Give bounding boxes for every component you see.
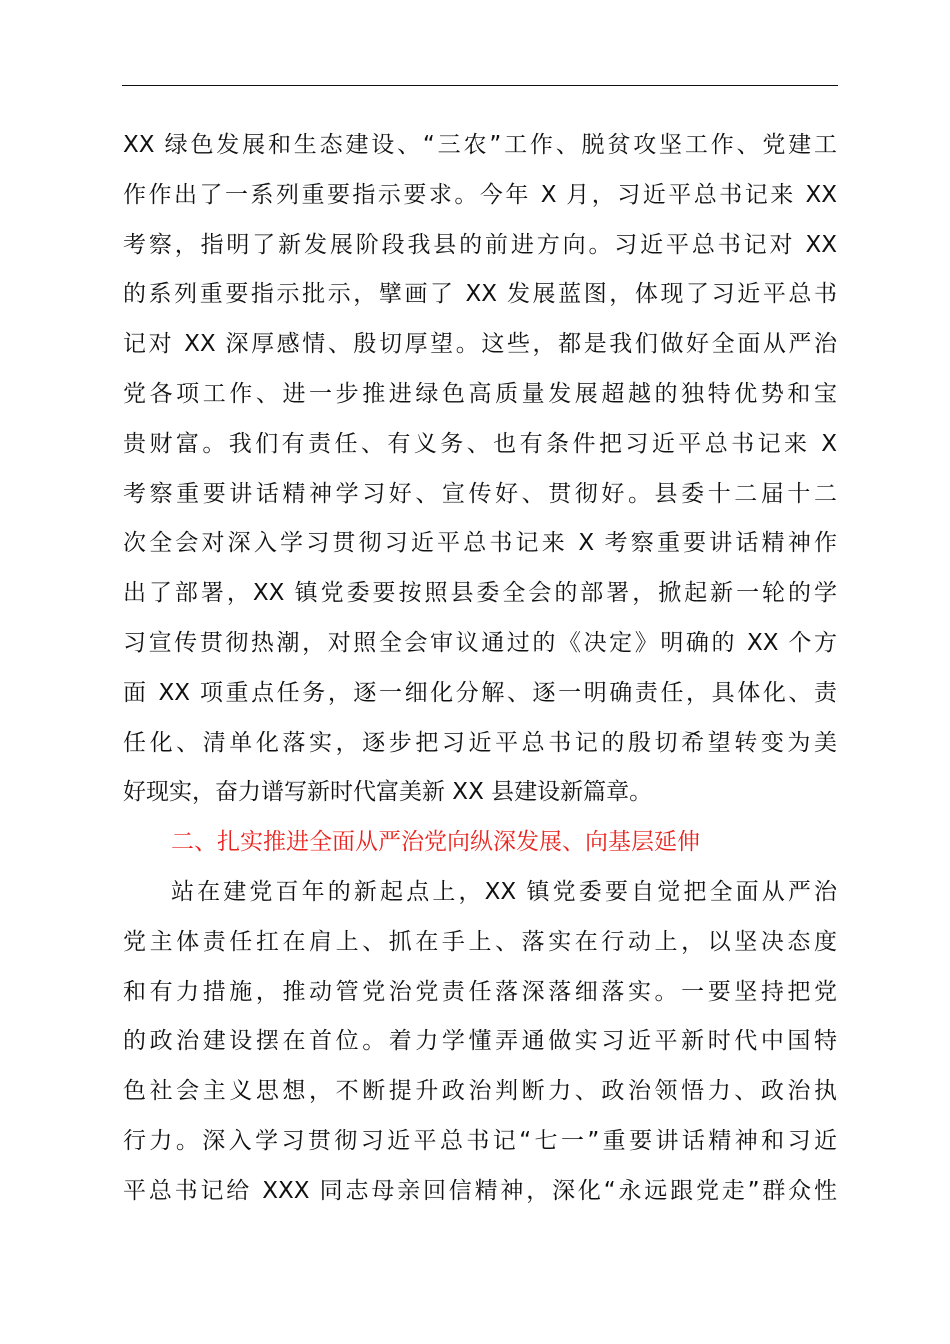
text-line: 色社会主义思想，不断提升政治判断力、政治领悟力、政治执 [123,1078,837,1105]
document-body [123,121,837,1217]
text-line: 行力。深入学习贯彻习近平总书记“七一”重要讲话精神和习近 [123,1127,837,1154]
text-line: 平总书记给 XXX 同志母亲回信精神，深化“永远跟党走”群众性 [123,1177,837,1204]
text-line: 面 XX 项重点任务，逐一细化分解、逐一明确责任，具体化、责 [123,679,837,706]
text-line: 贵财富。我们有责任、有义务、也有条件把习近平总书记来 X [123,430,837,457]
header-rule [122,85,838,86]
text-line: 党各项工作、进一步推进绿色高质量发展超越的独特优势和宝 [123,380,837,407]
text-line: 的政治建设摆在首位。着力学懂弄通做实习近平新时代中国特 [123,1028,837,1055]
text-line: 任化、清单化落实，逐步把习近平总书记的殷切希望转变为美 [123,729,837,756]
text-line: XX 绿色发展和生态建设、“三农”工作、脱贫攻坚工作、党建工 [123,132,837,158]
section-heading: 二、扎实推进全面从严治党向纵深发展、向基层延伸 [171,829,700,856]
paragraph-section-2 [123,868,837,1217]
text-line: 出了部署，XX 镇党委要按照县委全会的部署，掀起新一轮的学 [123,580,837,607]
text-line: 习宣传贯彻热潮，对照全会审议通过的《决定》明确的 XX 个方 [123,629,837,656]
text-line: 考察重要讲话精神学习好、宣传好、贯彻好。县委十二届十二 [123,480,837,507]
text-line: 作作出了一系列重要指示要求。今年 X 月，习近平总书记来 XX [123,181,837,208]
text-line: 站在建党百年的新起点上，XX 镇党委要自觉把全面从严治 [171,878,837,905]
text-line: 党主体责任扛在肩上、抓在手上、落实在行动上，以坚决态度 [123,928,837,955]
text-line: 和有力措施，推动管党治党责任落深落细落实。一要坚持把党 [123,978,837,1005]
text-line: 的系列重要指示批示，擘画了 XX 发展蓝图，体现了习近平总书 [123,281,837,308]
text-line: 记对 XX 深厚感情、殷切厚望。这些，都是我们做好全面从严治 [123,331,837,358]
text-line: 好现实，奋力谱写新时代富美新 XX 县建设新篇章。 [123,779,653,806]
text-line: 次全会对深入学习贯彻习近平总书记来 X 考察重要讲话精神作 [123,530,837,557]
text-line: 考察，指明了新发展阶段我县的前进方向。习近平总书记对 XX [123,231,837,258]
paragraph-continued [123,121,837,818]
